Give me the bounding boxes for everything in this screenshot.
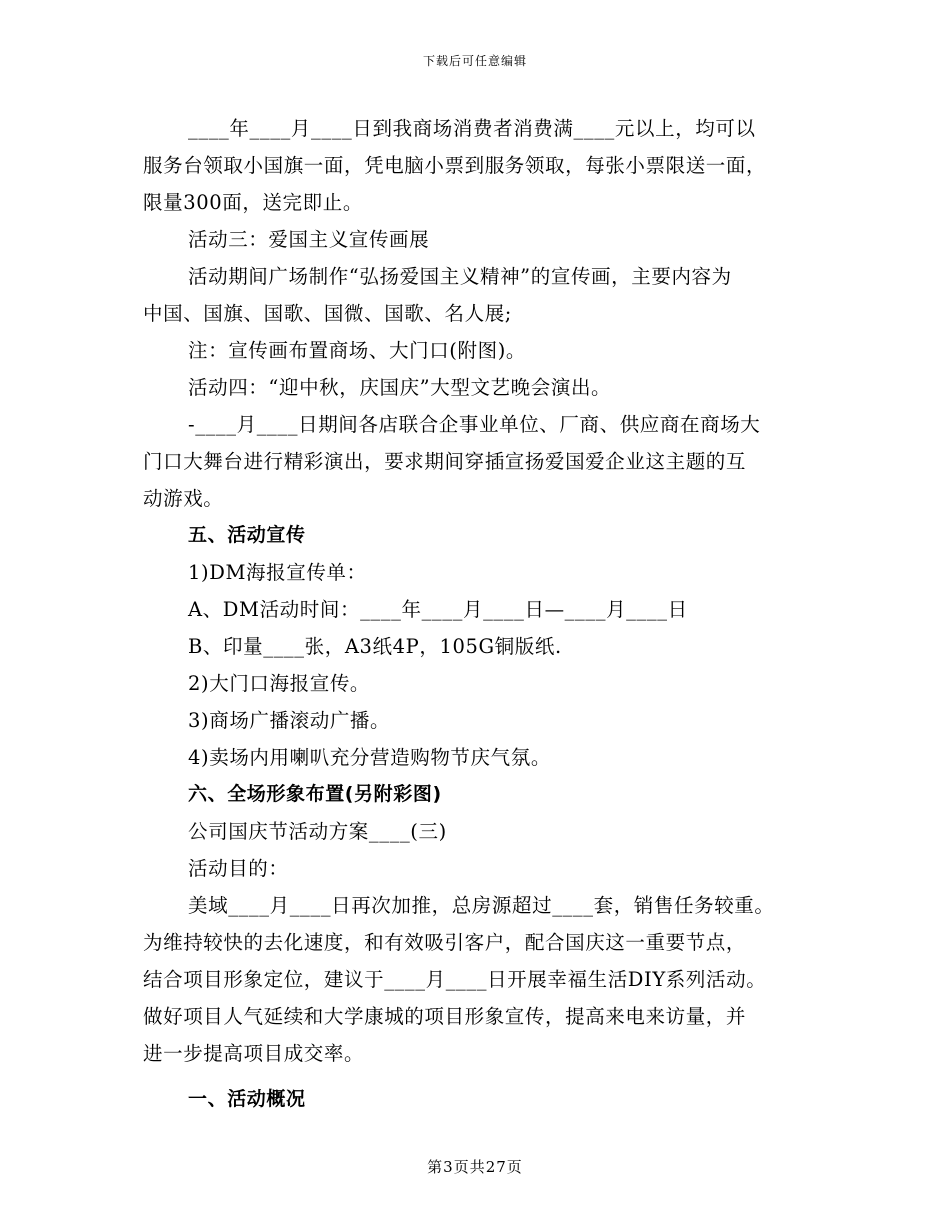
paragraph-line: ____年____月____日到我商场消费者消费满____元以上，均可以 (188, 117, 756, 140)
page-header: 下载后可任意编辑 (422, 54, 527, 68)
section-heading: 五、活动宣传 (188, 524, 306, 546)
paragraph-line: 活动四：“迎中秋，庆国庆”大型文艺晚会演出。 (188, 376, 612, 399)
document-body (143, 110, 823, 1118)
paragraph-line: 活动目的： (188, 857, 289, 880)
paragraph-line: 美域____月____日再次加推，总房源超过____套，销售任务较重。 (188, 894, 775, 917)
paragraph-line: 公司国庆节活动方案____(三) (188, 820, 447, 843)
paragraph-line: 进一步提高项目成交率。 (143, 1042, 365, 1065)
paragraph-line: 注：宣传画布置商场、大门口(附图)。 (188, 339, 527, 362)
paragraph-line: 为维持较快的去化速度，和有效吸引客户，配合国庆这一重要节点， (143, 931, 747, 954)
paragraph-line: B、印量____张，A3纸4P，105G铜版纸. (188, 635, 562, 658)
paragraph-line: 门口大舞台进行精彩演出，要求期间穿插宣扬爱国爱企业这主题的互 (143, 450, 747, 473)
section-heading: 一、活动概况 (188, 1088, 306, 1110)
paragraph-line: 1)DM海报宣传单： (188, 561, 367, 584)
paragraph-line: 2)大门口海报宣传。 (188, 672, 371, 695)
paragraph-line: 活动期间广场制作“弘扬爱国主义精神”的宣传画，主要内容为 (188, 265, 732, 288)
page-footer: 第3页共27页 (427, 1158, 523, 1176)
paragraph-line: 结合项目形象定位，建议于____月____日开展幸福生活DIY系列活动。 (143, 968, 767, 991)
paragraph-line: 限量300面，送完即止。 (143, 191, 363, 214)
section-heading: 六、全场形象布置(另附彩图) (188, 783, 442, 805)
paragraph-line: -____月____日期间各店联合企事业单位、厂商、供应商在商场大 (188, 413, 761, 436)
paragraph-line: 中国、国旗、国歌、国微、国歌、名人展; (143, 302, 512, 325)
paragraph-line: 活动三：爱国主义宣传画展 (188, 228, 430, 251)
paragraph-line: 服务台领取小国旗一面，凭电脑小票到服务领取，每张小票限送一面， (143, 154, 767, 177)
paragraph-line: 动游戏。 (143, 487, 224, 510)
paragraph-line: A、DM活动时间：____年____月____日—____月____日 (188, 598, 688, 621)
paragraph-line: 4)卖场内用喇叭充分营造购物节庆气氛。 (188, 746, 551, 769)
paragraph-line: 做好项目人气延续和大学康城的项目形象宣传，提高来电来访量，并 (143, 1005, 747, 1028)
paragraph-line: 3)商场广播滚动广播。 (188, 709, 391, 732)
